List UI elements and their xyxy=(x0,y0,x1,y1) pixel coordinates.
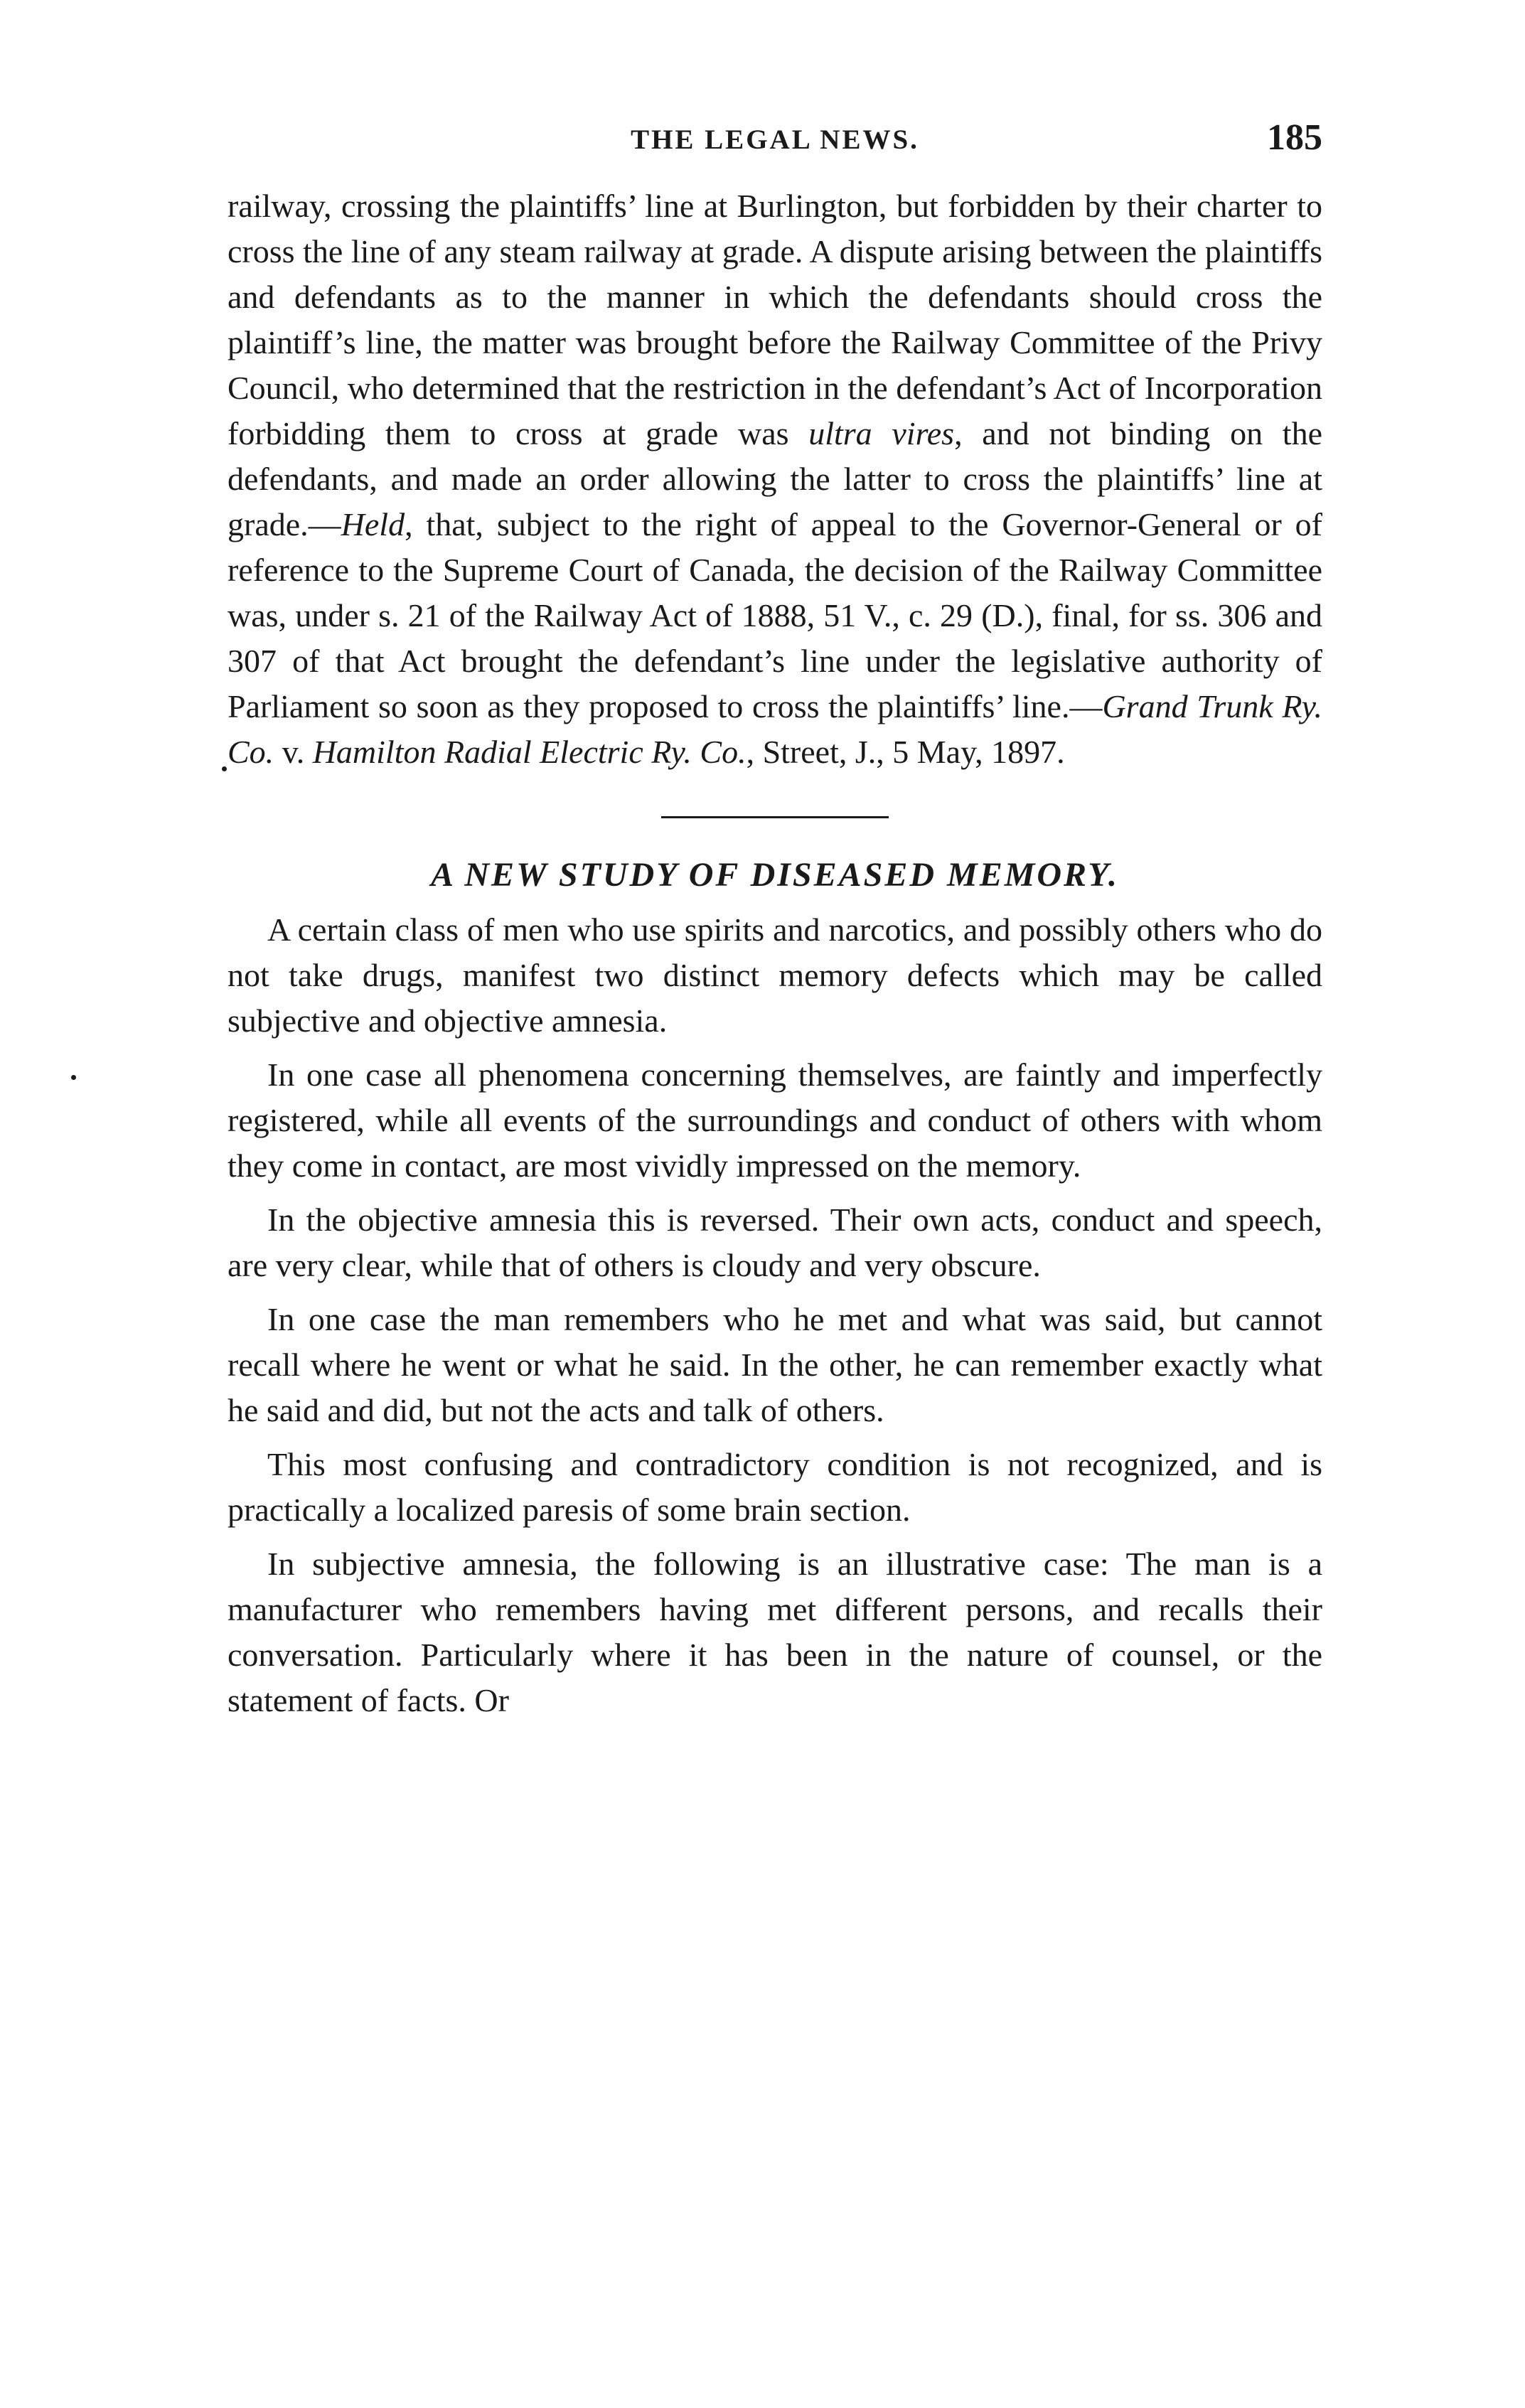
case-note-holding: , that, subject to the right of appeal to the Governor-General or of reference to the Supreme Court of Canada, the decision of the Railway Committee was, under s. 21 of the Railway Act of 1888, 51 V., c. 29 (D.), final, for ss. 306 and 307 of that Act brought the defendant’s line under the legislative authority of Parliament so soon as they proposed to cross the plaintiffs’ line.— xyxy=(228,506,1322,724)
page-number: 185 xyxy=(1267,117,1322,158)
case-name-defendant: Hamilton Radial Electric Ry. Co. xyxy=(312,734,747,770)
section-divider xyxy=(661,816,889,818)
article-paragraph: This most confusing and contradictory condition is not recognized, and is practically a localized paresis of some brain section. xyxy=(228,1446,1322,1528)
case-name-plaintiff: Grand Trunk Ry. Co. xyxy=(228,688,1322,770)
running-head xyxy=(228,114,1322,171)
article-paragraph: A certain class of men who use spirits and narcotics, and possibly others who do not take drugs, manifest two distinct memory defects which may be called subjective and objective amnesia. xyxy=(228,911,1322,1039)
case-citation: , Street, J., 5 May, 1897. xyxy=(746,734,1065,770)
case-versus: v. xyxy=(274,734,313,770)
page xyxy=(228,114,1322,1732)
article-paragraph: In one case all phenomena concerning themselves, are faintly and imperfectly registered, while all events of the surroundings and conduct of others with whom they come in contact, are most vividly impressed on the memory. xyxy=(228,1056,1322,1184)
article-paragraph: In one case the man remembers who he met and what was said, but cannot recall where he went or what he said. In the other, he can remember exactly what he said and did, but not the acts and talk of others. xyxy=(228,1301,1322,1428)
held-term: Held xyxy=(341,506,405,542)
article-paragraph: In subjective amnesia, the following is an illustrative case: The man is a manufacturer who remembers having met different persons, and recalls their conversation. Particularly where it has been in the nature of counsel, or the statement of facts. Or xyxy=(228,1546,1322,1718)
case-note-paragraph xyxy=(228,183,1322,775)
case-note-intro: railway, crossing the plaintiffs’ line at Burlington, but forbidden by their charter to cross the line of any steam railway at grade. A dispute arising between the plaintiffs and defendants as to the manner in which the defendants should cross the plaintiff’s line, the matter was brought before the Railway Committee of the Privy Council, who determined that the restriction in the defendant’s Act of Incorporation forbidding them to cross at grade was xyxy=(228,188,1322,451)
running-title: THE LEGAL NEWS. xyxy=(631,124,919,155)
case-note-middle: , and not binding on the defendants, and made an order allowing the latter to cross the plaintiffs’ line at grade.— xyxy=(228,415,1322,542)
ultra-vires-term: ultra vires xyxy=(808,415,955,451)
article-paragraph: In the objective amnesia this is reversed. Their own acts, conduct and speech, are very clear, while that of others is cloudy and very obscure. xyxy=(228,1202,1322,1283)
margin-mark xyxy=(222,766,227,771)
margin-mark xyxy=(71,1075,76,1080)
article-title: A NEW STUDY OF DISEASED MEMORY. xyxy=(431,856,1119,894)
